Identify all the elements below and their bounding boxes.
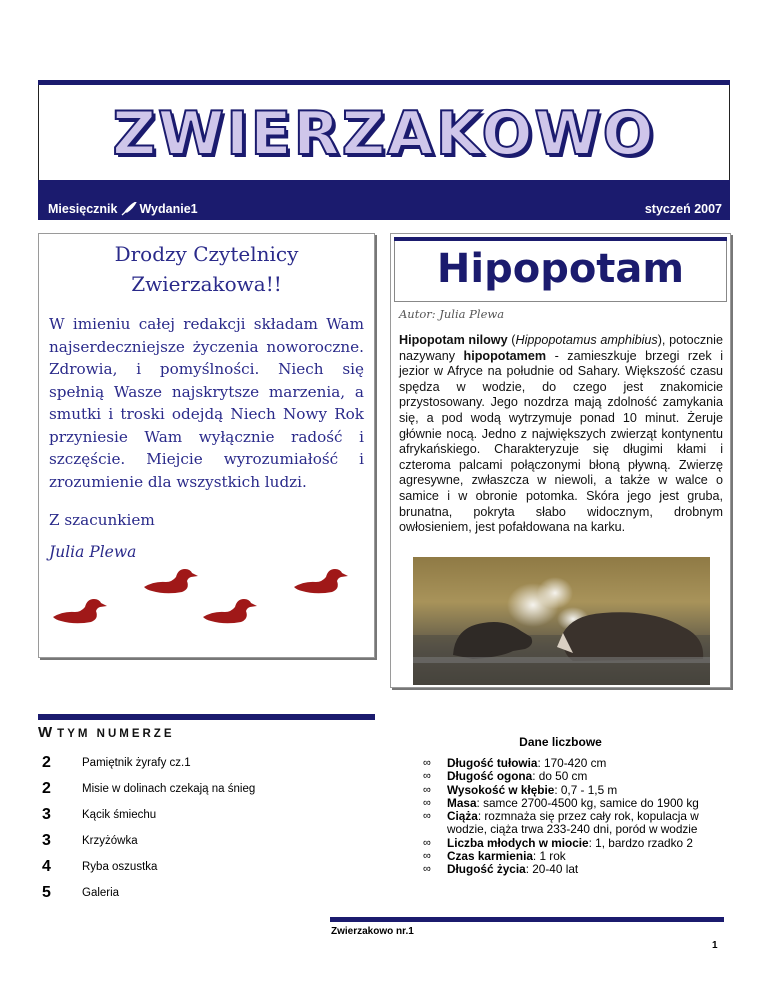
stats-value: : samce 2700-4500 kg, samice do 1900 kg xyxy=(476,795,699,810)
toc-page-number: 3 xyxy=(42,806,51,823)
duck-icon xyxy=(201,595,257,625)
stats-list xyxy=(423,757,723,877)
toc-title-rest: TYM NUMERZE xyxy=(57,728,175,740)
stats-key: Czas karmienia xyxy=(447,849,533,864)
greeting-heading-line-2: Zwierzakowa!! xyxy=(131,272,282,296)
stats-key: Długość tułowia xyxy=(447,756,538,770)
stats-item xyxy=(423,757,723,770)
stats-key: Wysokość w kłębie xyxy=(447,782,555,797)
infinity-bullet-icon: ∞ xyxy=(423,863,431,876)
article-title: Hipopotam xyxy=(436,246,685,292)
stats-value: : 170-420 cm xyxy=(537,756,607,770)
latin-name: Hippopotamus amphibius xyxy=(515,333,658,347)
infinity-bullet-icon: ∞ xyxy=(423,796,431,809)
infinity-bullet-icon: ∞ xyxy=(423,770,431,783)
toc-label: Kącik śmiechu xyxy=(82,809,157,821)
masthead-bar xyxy=(38,180,730,220)
stats-value: : 20-40 lat xyxy=(525,862,579,877)
toc-item[interactable] xyxy=(42,780,372,802)
duck-icon xyxy=(292,565,348,595)
masthead-top-rule xyxy=(38,80,730,85)
stats-value: : rozmnaża się przez cały rok, kopulacja w wodzie, ciąża trwa 233-240 dni, poród w wodzie xyxy=(447,809,699,837)
greeting-heading xyxy=(39,239,374,299)
stats-item xyxy=(423,797,723,810)
article-text-span: ), potocznie nazywany xyxy=(399,333,723,363)
article-author: Autor: Julia Plewa xyxy=(399,307,505,321)
article-text-span: - zamieszkuje brzegi rzek i jezior w Afryce na południe od Sahary. Większość czasu spędza w wodzie, do czego jest znakomicie przystosowany. Jego nozdrza mają zdolność zamykania się, a pod wodą wytrzymuje ponad 10 minut. Żeruje głównie nocą. Jedno z największych zwierząt kontynentu afrykańskiego. Charakteryzuje się długimi kłami i czteroma palcami połączonymi błoną pływną. Zwierzę agresywne, zwłaszcza w niewoli, a także w walce o samice i w obronie potomka. Skóra jego jest gruba, brunatna, pokryta słabo widocznym, drobnym owłosieniem, jest pofałdowana na karku. xyxy=(399,348,723,535)
toc-item[interactable] xyxy=(42,754,372,776)
toc-rule xyxy=(38,714,375,720)
toc-label: Ryba oszustka xyxy=(82,861,158,873)
article-box xyxy=(390,233,731,688)
toc-label: Krzyżówka xyxy=(82,835,138,847)
stats-value: : 1 rok xyxy=(532,849,566,864)
greeting-closing: Z szacunkiem xyxy=(49,511,155,529)
article-text xyxy=(399,333,723,536)
toc-title-initial: W xyxy=(38,724,53,741)
toc-page-number: 5 xyxy=(42,884,51,901)
article-text-span: ( xyxy=(507,333,516,347)
infinity-bullet-icon: ∞ xyxy=(423,810,431,823)
stats-item xyxy=(423,810,723,837)
article-bold-term: hipopotamem xyxy=(463,348,547,363)
newsletter-title: ZWIERZAKOWO xyxy=(112,99,656,169)
footer-issue: Zwierzakowo nr.1 xyxy=(331,926,414,937)
toc-item[interactable] xyxy=(42,832,372,854)
stats-key: Długość życia xyxy=(447,862,526,877)
toc-label: Galeria xyxy=(82,887,120,899)
stats-item xyxy=(423,850,723,863)
stats-value: : 0,7 - 1,5 m xyxy=(554,782,618,797)
article-lead: Hipopotam nilowy xyxy=(399,333,508,347)
toc-item[interactable] xyxy=(42,884,372,906)
stats-title: Dane liczbowe xyxy=(519,735,602,749)
toc-item[interactable] xyxy=(42,858,372,880)
stats-value: : 1, bardzo rzadko 2 xyxy=(588,835,693,850)
stats-key: Liczba młodych w miocie xyxy=(447,835,589,850)
toc-item[interactable] xyxy=(42,806,372,828)
stats-key: Masa xyxy=(447,795,477,810)
toc-label: Misie w dolinach czekają na śnieg xyxy=(82,783,256,795)
issue-info xyxy=(48,202,198,216)
toc-page-number: 2 xyxy=(42,754,51,771)
infinity-bullet-icon: ∞ xyxy=(423,783,431,796)
article-header xyxy=(394,237,727,302)
toc-page-number: 4 xyxy=(42,858,51,875)
greeting-body: W imieniu całej redakcji składam Wam najserdeczniejsze życzenia noworoczne. Zdrowia, i pomyślności. Niech się spełnią Wasze najskrytsze marzenia, a smutki i troski odejdą Niech Nowy Rok przyniesie Wam wyłącznie radość i szczęście. Miejcie wyrozumiałość i zrozumienie dla wszystkich ludzi. xyxy=(49,315,364,491)
duck-icon xyxy=(142,565,198,595)
infinity-bullet-icon: ∞ xyxy=(423,757,431,769)
greeting-box xyxy=(38,233,375,658)
toc-page-number: 3 xyxy=(42,832,51,849)
stats-key: Długość ogona xyxy=(447,769,533,784)
masthead xyxy=(38,80,730,220)
stats-item xyxy=(423,837,723,850)
footer-rule xyxy=(330,917,724,922)
toc-page-number: 2 xyxy=(42,780,51,797)
infinity-bullet-icon: ∞ xyxy=(423,836,431,849)
stats-item xyxy=(423,770,723,783)
page-number: 1 xyxy=(712,940,718,951)
issue-date: styczeń 2007 xyxy=(644,202,722,216)
greeting-signature: Julia Plewa xyxy=(49,543,137,561)
periodical-label: Miesięcznik xyxy=(48,202,118,216)
stats-key: Ciąża xyxy=(447,809,478,824)
edition-label: Wydanie1 xyxy=(139,202,198,216)
stats-item xyxy=(423,784,723,797)
greeting-heading-line-1: Drodzy Czytelnicy xyxy=(114,242,299,266)
toc-label: Pamiętnik żyrafy cz.1 xyxy=(82,757,191,769)
duck-icon xyxy=(51,595,107,625)
toc-title xyxy=(38,724,175,741)
stats-item xyxy=(423,863,723,876)
hippopotamus-photo xyxy=(413,557,710,685)
infinity-bullet-icon: ∞ xyxy=(423,850,431,863)
quill-icon xyxy=(121,202,137,216)
stats-value: : do 50 cm xyxy=(532,769,588,784)
article-header-rule xyxy=(394,237,727,241)
